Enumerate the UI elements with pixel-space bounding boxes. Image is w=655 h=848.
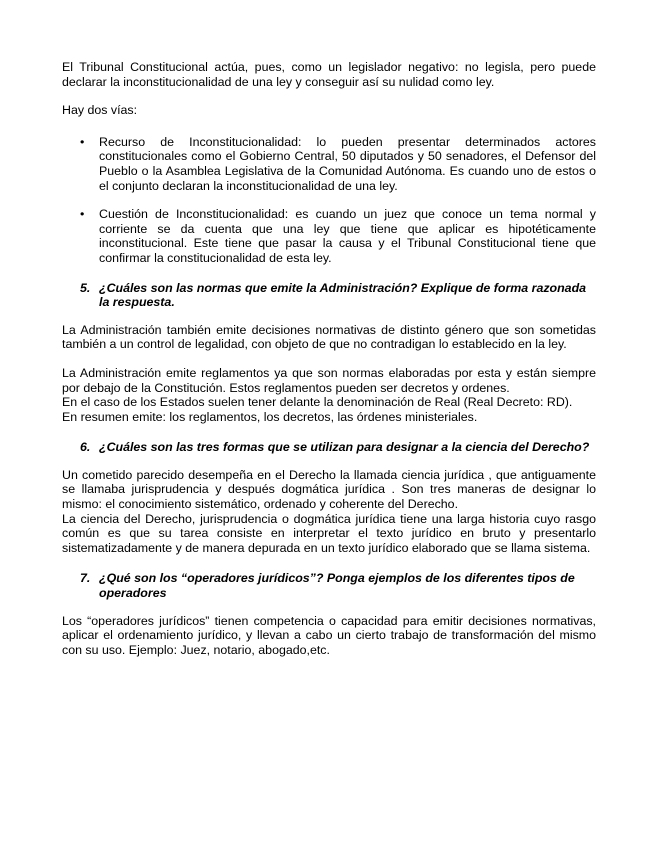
document-page [62, 60, 596, 657]
bullet-marker: • [80, 134, 85, 149]
question-text: ¿Cuáles son las normas que emite la Administración? Explique de forma razonada la respuesta. [99, 280, 587, 310]
intro-two-ways: Hay dos vías: [62, 103, 138, 118]
answer-5-paragraph-3: En el caso de los Estados suelen tener delante la denominación de Real (Real Decreto: RD). [62, 395, 573, 410]
list-item [62, 135, 596, 193]
answer-5-paragraph-4: En resumen emite: los reglamentos, los decretos, las órdenes ministeriales. [62, 409, 478, 424]
list-item-text: Recurso de Inconstitucionalidad: lo pueden presentar determinados actores constitucionales como el Gobierno Central, 50 diputados y 50 senadores, el Defensor del Pueblo o la Asamblea Legislativa de la Comunidad Autónoma. Es cuando uno de estos o el conjunto declaran la inconstitucionalidad de una ley. [99, 134, 596, 193]
list-item-text: Cuestión de Inconstitucionalidad: es cuando un juez que conoce un tema normal y corriente se da cuenta que una ley que tiene que aplicar es hipotéticamente inconstitucional. Este tiene que pasar la causa y el Tribunal Constitucional tiene que confirmar la constitucionalidad de esta ley. [99, 207, 596, 265]
answer-5-paragraph-2: La Administración emite reglamentos ya que son normas elaboradas por esta y están siempre por debajo de la Constitución. Estos reglamentos pueden ser decretos y ordenes. [62, 365, 596, 395]
question-number: 6. [80, 440, 91, 455]
question-5-heading [62, 281, 596, 310]
bullet-marker: • [80, 207, 85, 222]
intro-paragraph: El Tribunal Constitucional actúa, pues, como un legislador negativo: no legisla, pero puede declarar la inconstitucionalidad de una ley y conseguir así su nulidad como ley. [62, 60, 596, 89]
question-number: 5. [80, 280, 91, 295]
answer-5-paragraph-1: La Administración también emite decisiones normativas de distinto género que son sometidas también a un control de legalidad, con objeto de que no contradigan lo establecido en la ley. [62, 322, 596, 352]
answer-5-block [62, 366, 596, 424]
question-number: 7. [80, 571, 91, 586]
answer-6-block [62, 468, 596, 556]
list-item [62, 207, 596, 265]
question-text: ¿Qué son los “operadores jurídicos”? Ponga ejemplos de los diferentes tipos de operadores [99, 571, 575, 601]
answer-6-paragraph-2: La ciencia del Derecho, jurisprudencia o dogmática jurídica tiene una larga historia cuyo rasgo común es que su tarea consiste en interpretar el texto jurídico en bruto y presentarlo sistematizadamente y de manera depurada en un texto jurídico elaborado que se llama sistema. [62, 511, 596, 555]
question-7-heading [62, 571, 596, 600]
answer-7-paragraph-1: Los “operadores jurídicos” tienen competencia o capacidad para emitir decisiones normativas, aplicar el ordenamiento jurídico, y llevan a cabo un cierto trabajo de transformación del mismo con su uso. Ejemplo: Juez, notario, abogado,etc. [62, 613, 596, 657]
question-6-heading [62, 440, 596, 455]
question-text: ¿Cuáles son las tres formas que se utilizan para designar a la ciencia del Derecho? [99, 440, 590, 455]
ways-list [62, 135, 596, 266]
answer-6-paragraph-1: Un cometido parecido desempeña en el Derecho la llamada ciencia jurídica , que antiguamente se llamaba jurisprudencia y después dogmática jurídica . Son tres maneras de designar lo mismo: el conocimiento sistemático, ordenado y coherente del Derecho. [62, 467, 596, 512]
